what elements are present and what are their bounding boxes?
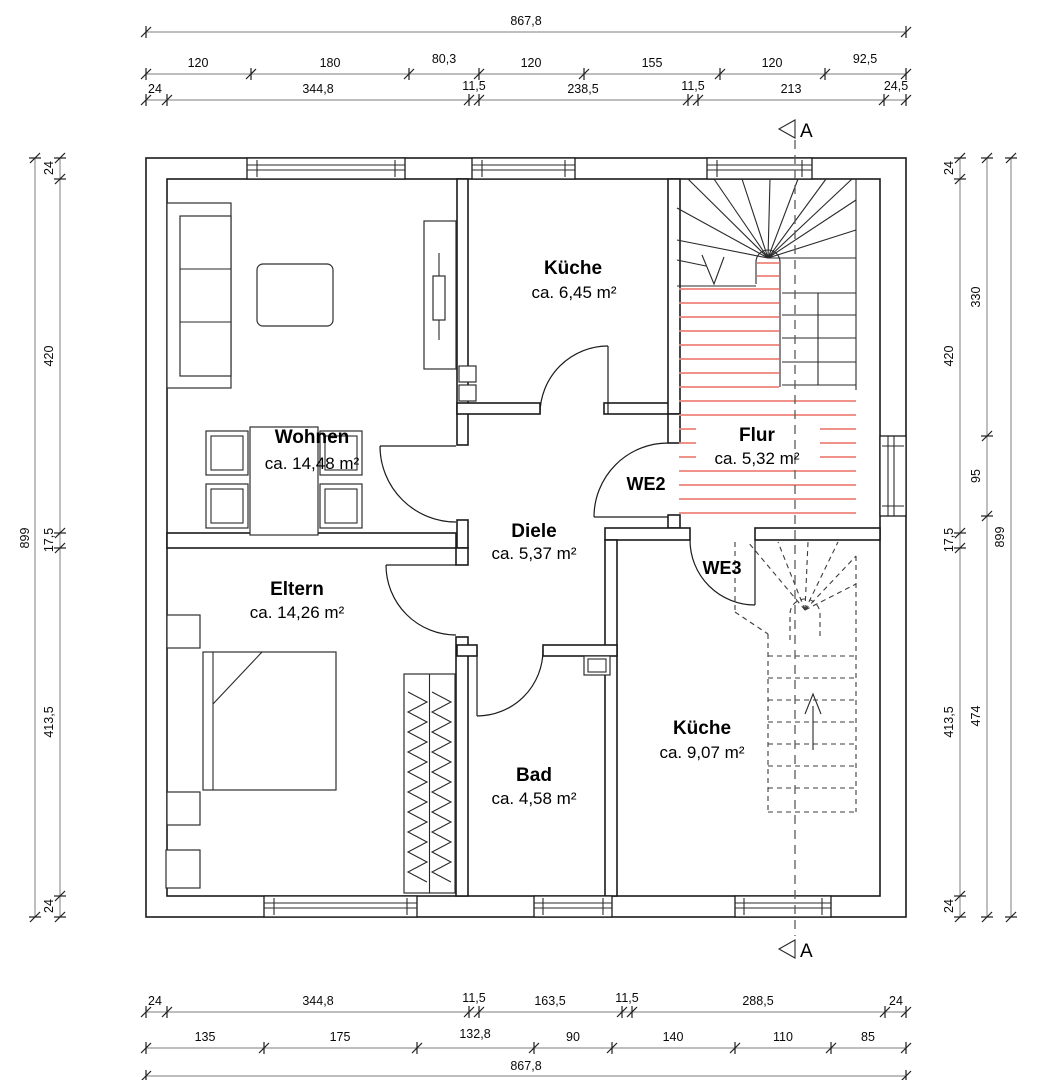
section-label-top: A <box>800 121 813 142</box>
wardrobe <box>404 674 455 893</box>
room-name-diele: Diele <box>511 521 557 542</box>
dim-label: 474 <box>969 705 983 727</box>
dim-label: 24 <box>42 899 56 913</box>
dim-label: 110 <box>773 1030 793 1044</box>
sofa <box>167 203 231 388</box>
dim-label: 120 <box>761 56 783 70</box>
dim-label: 85 <box>861 1030 875 1044</box>
dim-label: 180 <box>319 56 341 70</box>
room-area-wohnen: ca. 14,48 m² <box>264 454 360 473</box>
room-name-kueche-og: Küche <box>543 258 603 279</box>
dim-label: 24 <box>942 161 956 175</box>
dim-label: 17,5 <box>42 527 56 553</box>
room-name-flur: Flur <box>739 425 775 446</box>
dim-label: 11,5 <box>681 79 705 93</box>
section-marker-icon <box>779 120 795 138</box>
stair-newel <box>756 250 780 387</box>
section-line <box>779 120 813 962</box>
coffee-table <box>257 264 333 326</box>
dim-label: 17,5 <box>942 527 956 553</box>
double-bed <box>203 652 336 790</box>
dim-label: 163,5 <box>534 994 566 1008</box>
window <box>534 896 612 917</box>
dresser <box>166 850 200 888</box>
door-kueche-og <box>540 346 608 414</box>
dim-label: 344,8 <box>302 994 334 1008</box>
dim-label: 132,8 <box>459 1027 491 1041</box>
escape-route-hatch <box>679 263 856 513</box>
dim-label: 213 <box>780 82 802 96</box>
dim-label: 24 <box>942 899 956 913</box>
dim-label: 413,5 <box>942 706 956 738</box>
dim-label: 344,8 <box>302 82 334 96</box>
unit-label-we3: WE3 <box>702 558 742 578</box>
stair-straight-treads <box>782 293 856 385</box>
window <box>880 436 906 516</box>
dim-label: 238,5 <box>567 82 599 96</box>
window <box>264 896 417 917</box>
dim-label: 24 <box>148 994 162 1008</box>
door-eltern <box>386 565 456 635</box>
dim-label: 24,5 <box>883 79 909 93</box>
section-marker-icon <box>779 940 795 958</box>
dim-label: 413,5 <box>42 706 56 738</box>
dim-label: 11,5 <box>462 991 486 1005</box>
dim-label: 288,5 <box>742 994 774 1008</box>
window <box>707 158 812 179</box>
stair-direction-arrow-icon <box>677 255 724 284</box>
dim-label: 120 <box>520 56 542 70</box>
room-name-eltern: Eltern <box>270 579 324 600</box>
door-bad <box>477 650 543 716</box>
dim-label: 867,8 <box>510 1059 542 1073</box>
left-dimensions <box>18 153 66 922</box>
room-area-diele: ca. 5,37 m² <box>491 544 577 563</box>
room-area-flur: ca. 5,32 m² <box>714 449 800 468</box>
room-area-eltern: ca. 14,26 m² <box>249 603 345 622</box>
dim-label: 92,5 <box>852 52 878 66</box>
dim-label: 155 <box>641 56 663 70</box>
dim-label: 899 <box>18 527 32 549</box>
bottom-dimensions <box>141 991 911 1080</box>
dim-label: 140 <box>662 1030 684 1044</box>
room-name-kueche-we3: Küche <box>672 718 732 739</box>
unit-label-we2: WE2 <box>626 474 666 494</box>
dim-label: 95 <box>969 469 983 483</box>
dim-label: 175 <box>329 1030 351 1044</box>
dim-label: 420 <box>942 345 956 367</box>
room-area-kueche-og: ca. 6,45 m² <box>531 283 617 302</box>
duct-shaft <box>584 656 610 675</box>
dim-label: 24 <box>889 994 903 1008</box>
room-name-bad: Bad <box>516 765 552 786</box>
dim-label: 11,5 <box>615 991 639 1005</box>
right-dimensions <box>942 153 1017 922</box>
tv-board <box>424 221 456 369</box>
duct-shaft <box>459 366 476 382</box>
window <box>735 896 831 917</box>
dim-label: 899 <box>993 526 1007 548</box>
top-dimensions <box>141 14 911 106</box>
room-name-wohnen: Wohnen <box>274 427 350 448</box>
window <box>472 158 575 179</box>
window <box>247 158 405 179</box>
stair-winder-treads <box>677 179 856 286</box>
dim-label: 135 <box>194 1030 216 1044</box>
dim-label: 330 <box>969 286 983 308</box>
dim-label: 80,3 <box>431 52 457 66</box>
room-area-bad: ca. 4,58 m² <box>491 789 577 808</box>
dim-label: 11,5 <box>462 79 486 93</box>
dim-label: 867,8 <box>510 14 542 28</box>
section-label-bottom: A <box>800 941 813 962</box>
dim-label: 24 <box>148 82 162 96</box>
dim-label: 90 <box>566 1030 580 1044</box>
room-area-kueche-we3: ca. 9,07 m² <box>659 743 745 762</box>
nightstand <box>167 792 200 825</box>
dim-label: 420 <box>42 345 56 367</box>
dim-label: 24 <box>42 161 56 175</box>
door-wohnen <box>380 446 456 522</box>
nightstand <box>167 615 200 648</box>
dim-label: 120 <box>187 56 209 70</box>
duct-shaft <box>459 385 476 401</box>
